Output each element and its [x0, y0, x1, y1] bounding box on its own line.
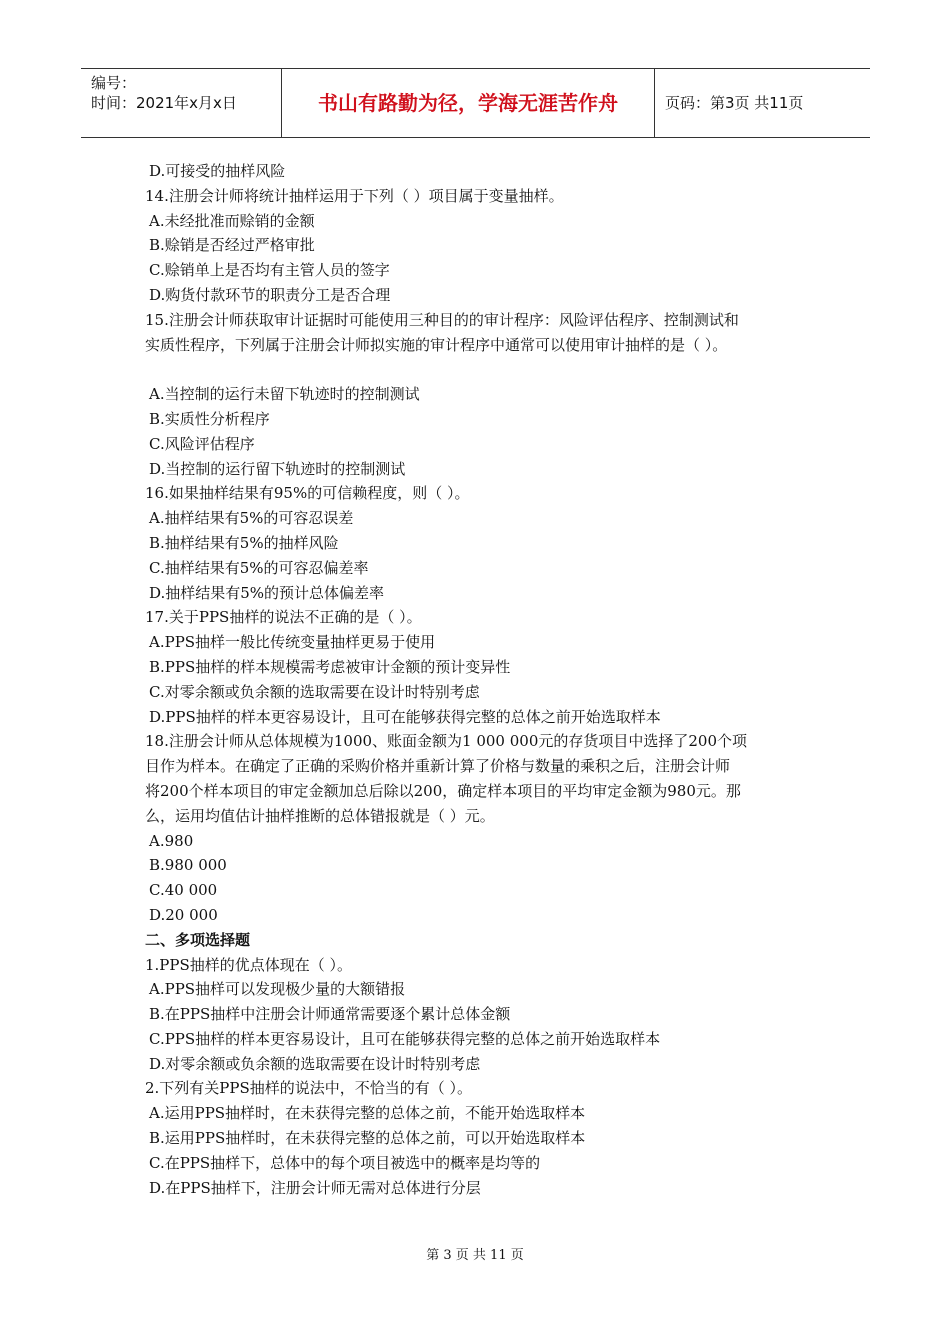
answer-option: A.PPS抽样一般比传统变量抽样更易于使用	[149, 633, 436, 652]
question-text: 么，运用均值估计抽样推断的总体错报就是（ ）元。	[145, 806, 495, 825]
blank-line	[145, 357, 825, 382]
answer-option: D.20 000	[149, 905, 218, 924]
answer-option: B.赊销是否经过严格审批	[149, 236, 315, 255]
answer-option: C.对零余额或负余额的选取需要在设计时特别考虑	[149, 682, 480, 701]
section-heading: 二、多项选择题	[145, 930, 251, 949]
page-header	[81, 68, 870, 138]
answer-option: C.在PPS抽样下，总体中的每个项目被选中的概率是均等的	[149, 1153, 541, 1172]
answer-option: B.抽样结果有5%的抽样风险	[149, 533, 339, 552]
answer-option: D.可接受的抽样风险	[149, 162, 286, 180]
header-page-number: 页码：第3页 共11页	[665, 94, 804, 112]
question-text: 将200个样本项目的审定金额加总后除以200，确定样本项目的平均审定金额为980元。那	[145, 781, 741, 800]
answer-option: C.PPS抽样的样本更容易设计，且可在能够获得完整的总体之前开始选取样本	[149, 1029, 661, 1048]
answer-option: D.当控制的运行留下轨迹时的控制测试	[149, 459, 406, 478]
answer-option: D.对零余额或负余额的选取需要在设计时特别考虑	[149, 1054, 481, 1073]
answer-option: A.抽样结果有5%的可容忍误差	[149, 509, 354, 528]
answer-option: A.未经批准而赊销的金额	[149, 211, 315, 230]
document-date-label: 时间：2021年x月x日	[91, 94, 237, 112]
answer-option: D.抽样结果有5%的预计总体偏差率	[149, 583, 385, 602]
answer-option: A.运用PPS抽样时，在未获得完整的总体之前，不能开始选取样本	[149, 1104, 586, 1123]
question-text: 15.注册会计师获取审计证据时可能使用三种目的的审计程序：风险评估程序、控制测试和	[145, 310, 739, 329]
question-text: 实质性程序，下列属于注册会计师拟实施的审计程序中通常可以使用审计抽样的是（ ）。	[145, 335, 728, 354]
question-text: 目作为样本。在确定了正确的采购价格并重新计算了价格与数量的乘积之后，注册会计师	[145, 757, 731, 776]
page-footer: 第 3 页 共 11 页	[426, 1248, 524, 1263]
question-text: 1.PPS抽样的优点体现在（ ）。	[145, 955, 353, 974]
header-meta-cell	[81, 69, 282, 137]
answer-option: C.风险评估程序	[149, 434, 255, 453]
question-text: 18.注册会计师从总体规模为1000、账面金额为1 000 000元的存货项目中选择了200个项	[145, 732, 748, 751]
question-text: 17.关于PPS抽样的说法不正确的是（ ）。	[145, 608, 422, 627]
answer-option: B.实质性分析程序	[149, 409, 270, 428]
answer-option: B.980 000	[149, 856, 227, 875]
answer-option: D.购货付款环节的职责分工是否合理	[149, 285, 391, 304]
question-text: 16.如果抽样结果有95%的可信赖程度，则（ ）。	[145, 484, 470, 503]
answer-option: C.赊销单上是否均有主管人员的签字	[149, 261, 390, 280]
answer-option: C.抽样结果有5%的可容忍偏差率	[149, 558, 369, 577]
answer-option: B.在PPS抽样中注册会计师通常需要逐个累计总体金额	[149, 1005, 511, 1024]
answer-option: D.在PPS抽样下，注册会计师无需对总体进行分层	[149, 1178, 481, 1197]
document-number-label: 编号：	[91, 74, 137, 92]
answer-option: A.980	[149, 831, 194, 850]
answer-option: A.当控制的运行未留下轨迹时的控制测试	[149, 385, 420, 404]
answer-option: B.PPS抽样的样本规模需考虑被审计金额的预计变异性	[149, 657, 511, 676]
answer-option: B.运用PPS抽样时，在未获得完整的总体之前，可以开始选取样本	[149, 1129, 586, 1148]
header-motto: 书山有路勤为径，学海无涯苦作舟	[282, 69, 655, 137]
document-body	[145, 159, 825, 1200]
answer-option: C.40 000	[149, 881, 218, 900]
question-text: 14.注册会计师将统计抽样运用于下列（ ）项目属于变量抽样。	[145, 186, 564, 205]
answer-option: D.PPS抽样的样本更容易设计，且可在能够获得完整的总体之前开始选取样本	[149, 707, 661, 726]
answer-option: A.PPS抽样可以发现极少量的大额错报	[149, 980, 406, 999]
question-text: 2.下列有关PPS抽样的说法中，不恰当的有（ ）。	[145, 1079, 473, 1098]
